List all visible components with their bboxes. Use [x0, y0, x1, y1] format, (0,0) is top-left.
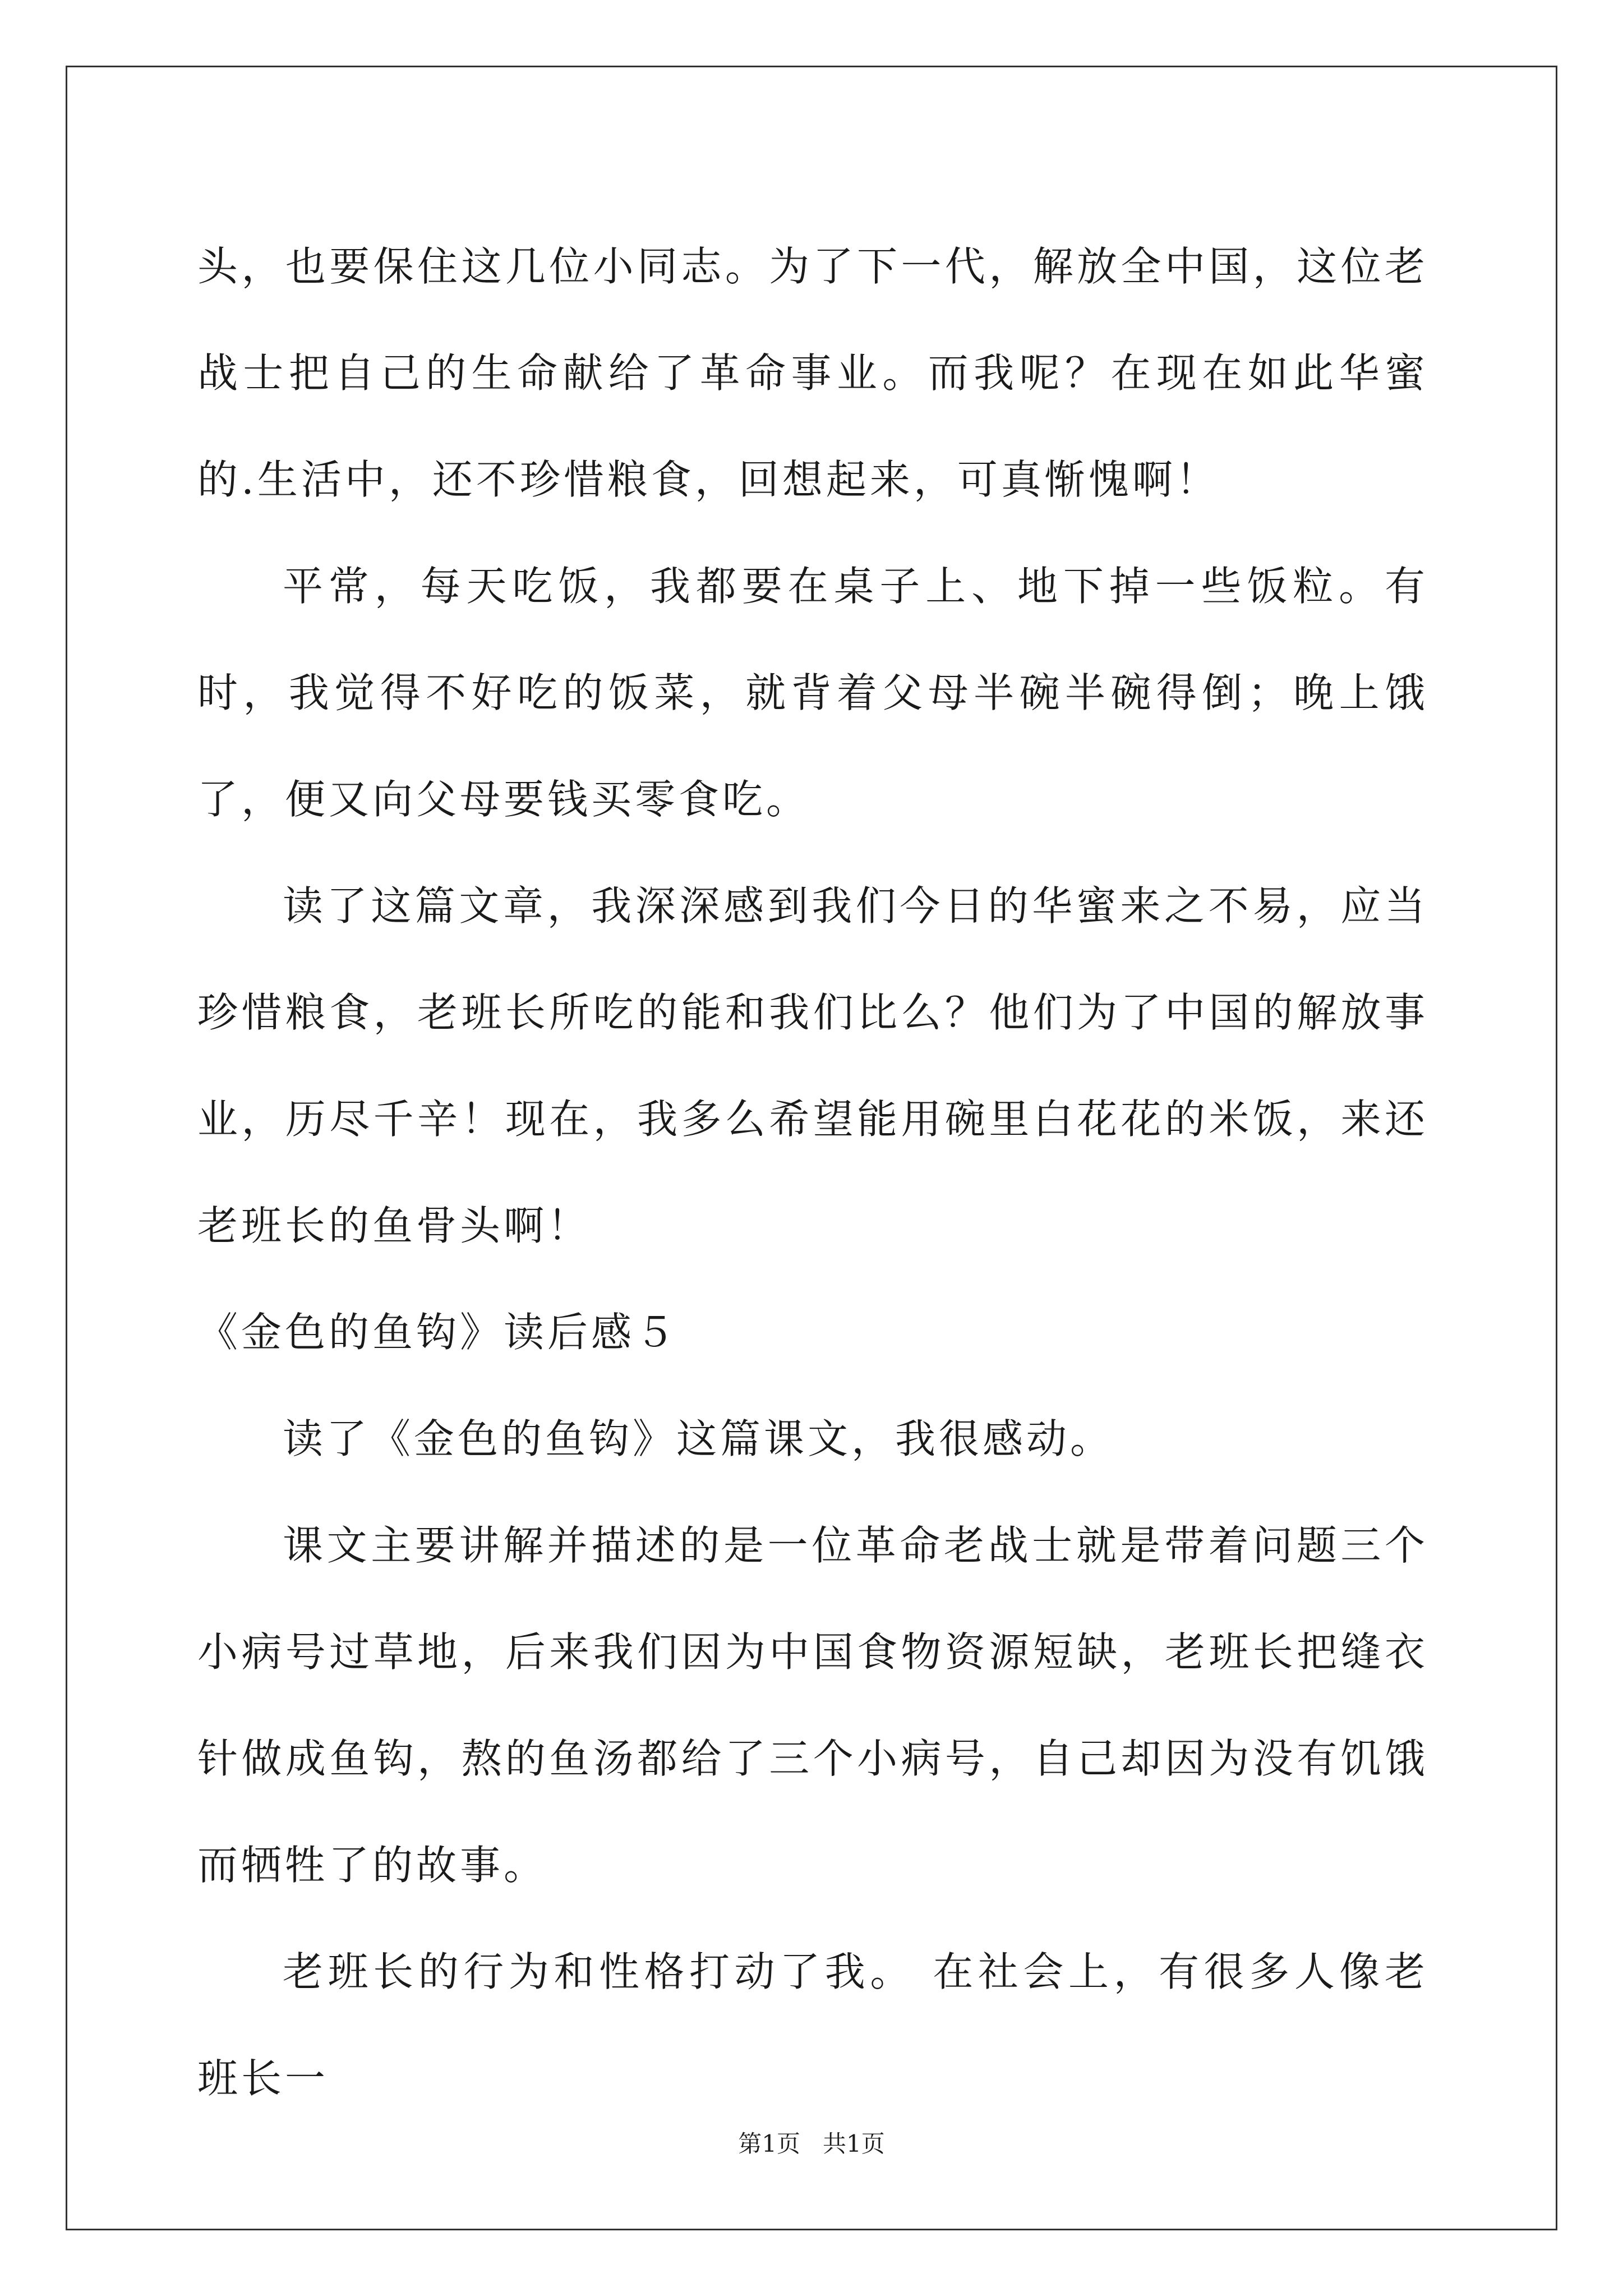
paragraph-4: 读了《金色的鱼钩》这篇课文，我很感动。 — [283, 1415, 1114, 1462]
paragraph-6: 老班长的行为和性格打动了我。 在社会上，有很多人像老班长一 — [197, 1948, 1428, 2102]
page-footer — [0, 2127, 1623, 2161]
page-total: 共1页 — [823, 2130, 885, 2157]
paragraph-2: 平常，每天吃饭，我都要在桌子上、地下掉一些饭粒。有时，我觉得不好吃的饭菜，就背着父母半碗半碗得倒；晚上饿了，便又向父母要钱买零食吃。 — [197, 563, 1428, 823]
paragraph-1: 头，也要保住这几位小同志。为了下一代，解放全中国，这位老战士把自己的生命献给了革命事业。而我呢？在现在如此华蜜的.生活中，还不珍惜粮食，回想起来，可真惭愧啊！ — [197, 243, 1428, 503]
paragraph-3: 读了这篇文章，我深深感到我们今日的华蜜来之不易，应当珍惜粮食，老班长所吃的能和我们比么？他们为了中国的解放事业，历尽千辛！现在，我多么希望能用碗里白花花的米饭，来还老班长的鱼骨头啊！ — [197, 882, 1428, 1249]
section-heading: 《金色的鱼钩》读后感５ — [197, 1309, 679, 1356]
document-body — [197, 213, 1428, 2132]
page-number: 第1页 — [738, 2130, 800, 2157]
paragraph-5: 课文主要讲解并描述的是一位革命老战士就是带着问题三个小病号过草地，后来我们因为中国食物资源短缺，老班长把缝衣针做成鱼钩，熬的鱼汤都给了三个小病号，自己却因为没有饥饿而牺牲了的故事。 — [197, 1522, 1428, 1889]
